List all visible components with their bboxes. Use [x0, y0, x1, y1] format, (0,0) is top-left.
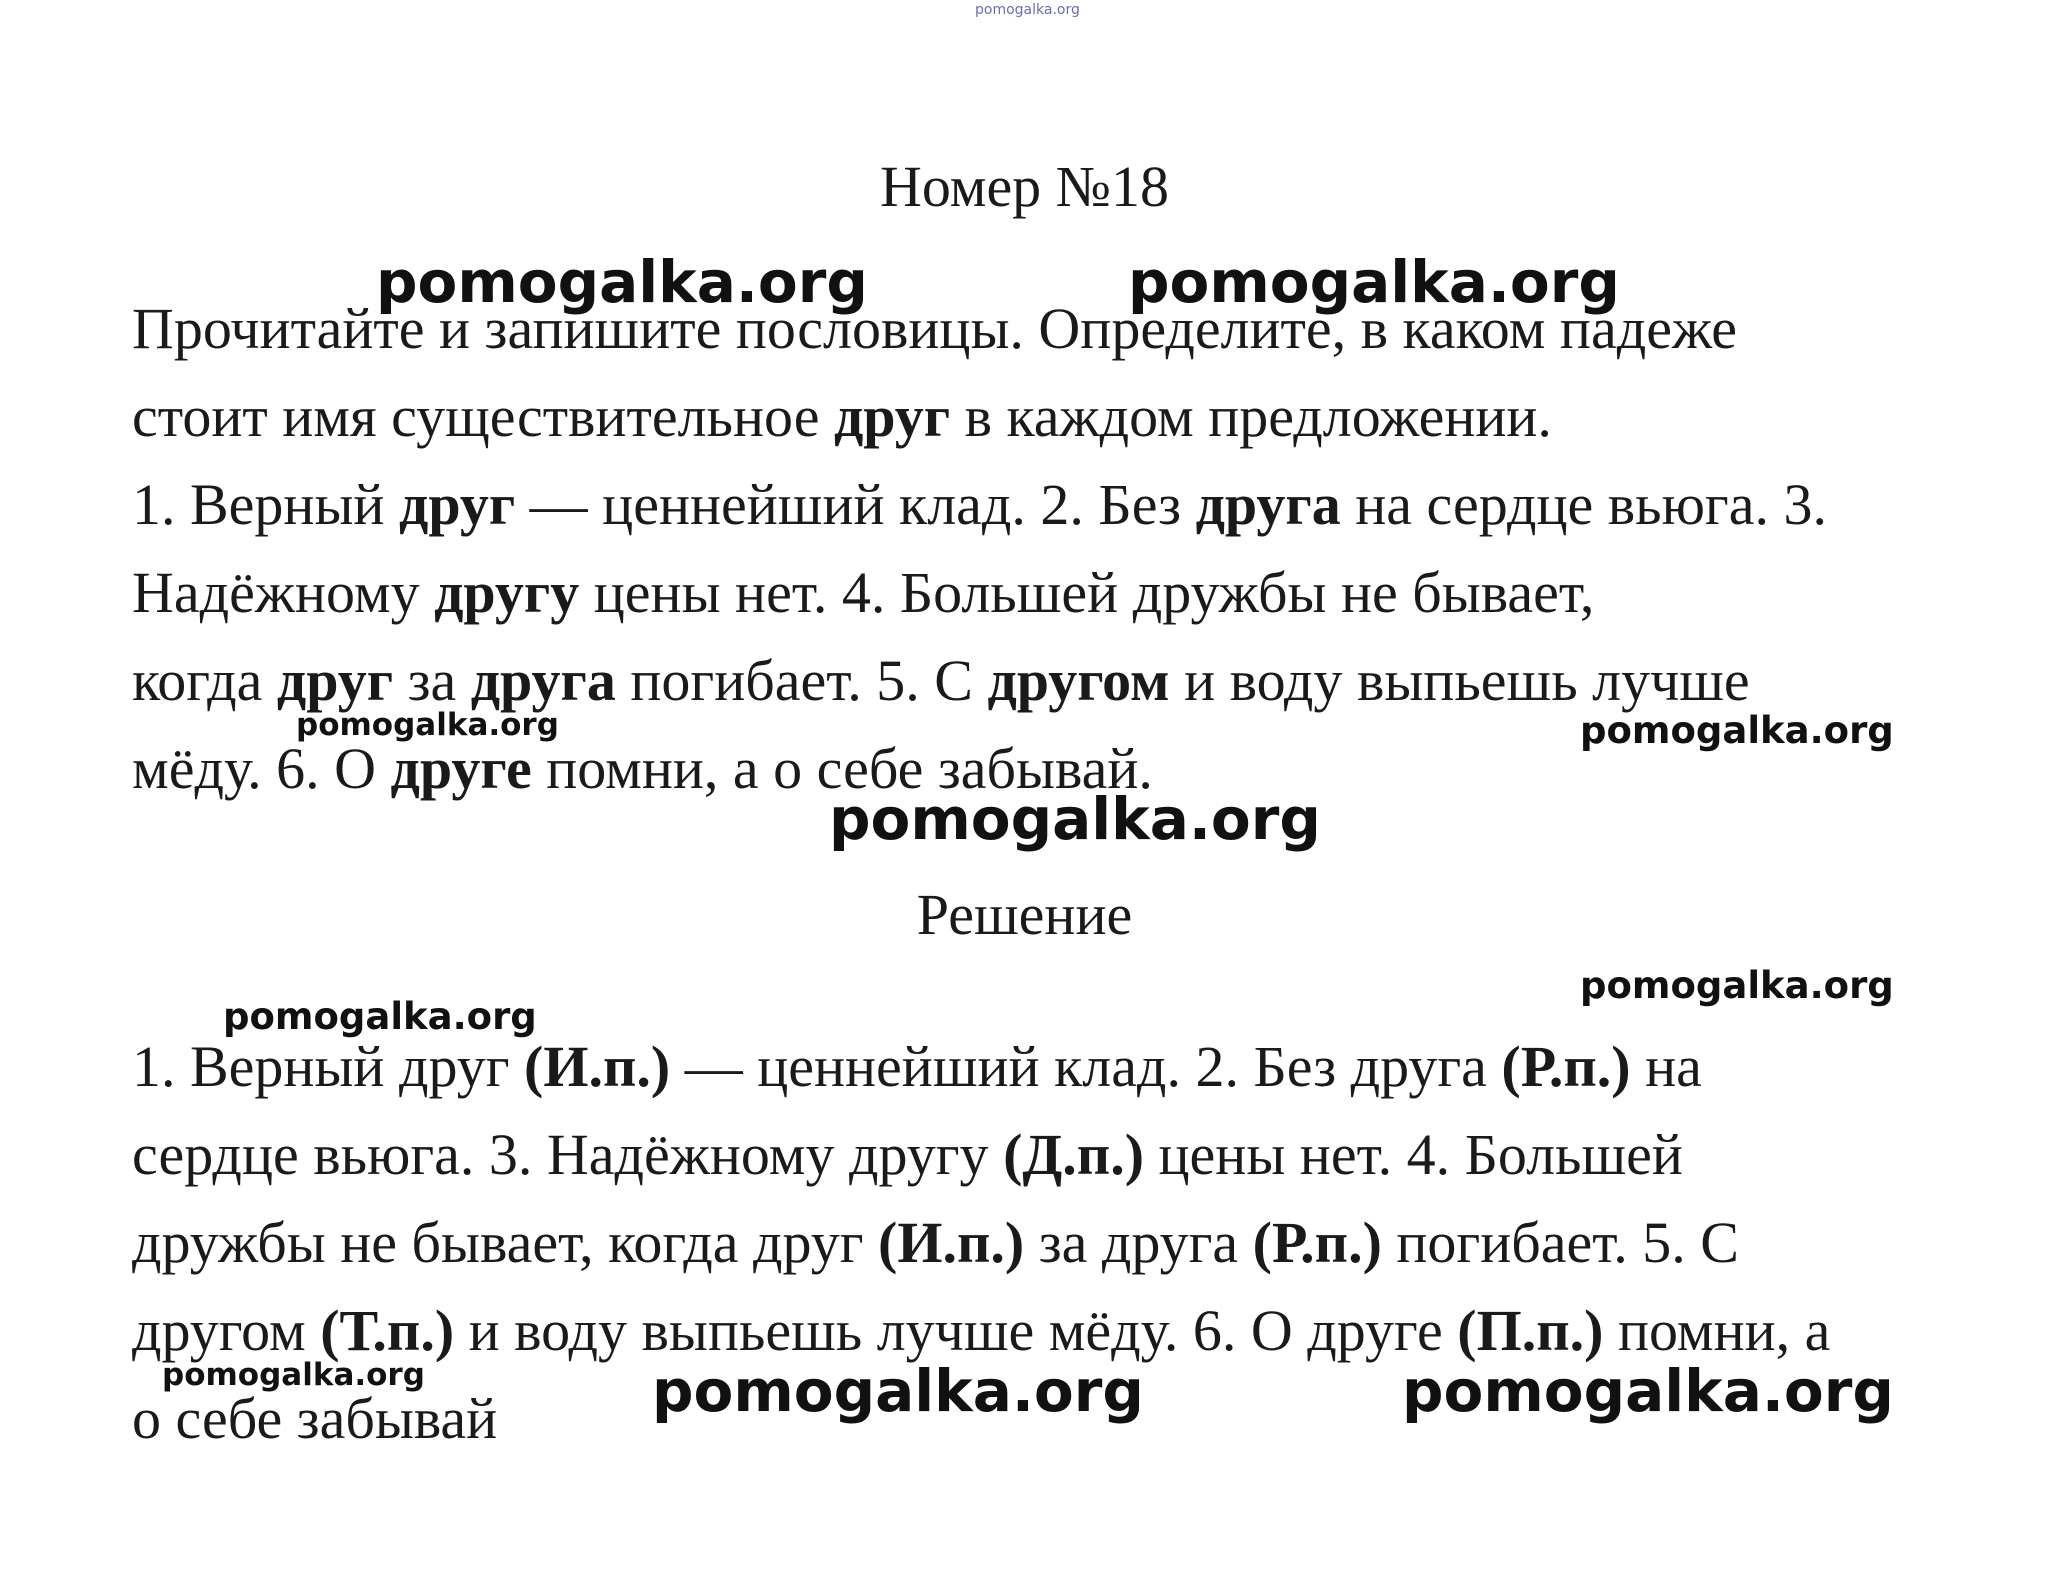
proverbs-line: Надёжному другу цены нет. 4. Большей дружбы не бывает,	[132, 560, 1595, 625]
proverbs-line: когда друг за друга погибает. 5. С другом и воду выпьешь лучше	[132, 648, 1750, 713]
watermark: pomogalka.org	[162, 1357, 425, 1393]
watermark: pomogalka.org	[652, 1357, 1144, 1425]
watermark: pomogalka.org	[1580, 709, 1894, 752]
proverbs-line: 1. Верный друг — ценнейший клад. 2. Без друга на сердце вьюга. 3.	[132, 472, 1827, 537]
watermark: pomogalka.org	[829, 785, 1321, 853]
solution-title: Решение	[916, 882, 1133, 947]
watermark: pomogalka.org	[1402, 1357, 1894, 1425]
task-line: стоит имя существительное друг в каждом предложении.	[132, 384, 1552, 449]
task-line: Прочитайте и запишите пословицы. Определите, в каком падеже	[132, 296, 1737, 361]
watermark: pomogalka.org	[376, 248, 868, 316]
solution-line: сердце вьюга. 3. Надёжному другу (Д.п.) цены нет. 4. Большей	[132, 1122, 1683, 1187]
watermark: pomogalka.org	[296, 707, 559, 743]
solution-line: другом (Т.п.) и воду выпьешь лучше мёду. 6. О друге (П.п.) помни, а	[132, 1298, 1831, 1363]
watermark: pomogalka.org	[1128, 248, 1620, 316]
solution-line: дружбы не бывает, когда друг (И.п.) за друга (Р.п.) погибает. 5. С	[132, 1210, 1739, 1275]
solution-line: о себе забывай	[132, 1386, 498, 1451]
watermark-top: pomogalka.org	[975, 2, 1080, 18]
solution-line: 1. Верный друг (И.п.) — ценнейший клад. 2. Без друга (Р.п.) на	[132, 1034, 1702, 1099]
page-title: Номер №18	[879, 154, 1170, 219]
watermark: pomogalka.org	[1580, 964, 1894, 1007]
proverbs-line: мёду. 6. О друге помни, а о себе забывай.	[132, 736, 1153, 801]
watermark: pomogalka.org	[223, 995, 537, 1038]
